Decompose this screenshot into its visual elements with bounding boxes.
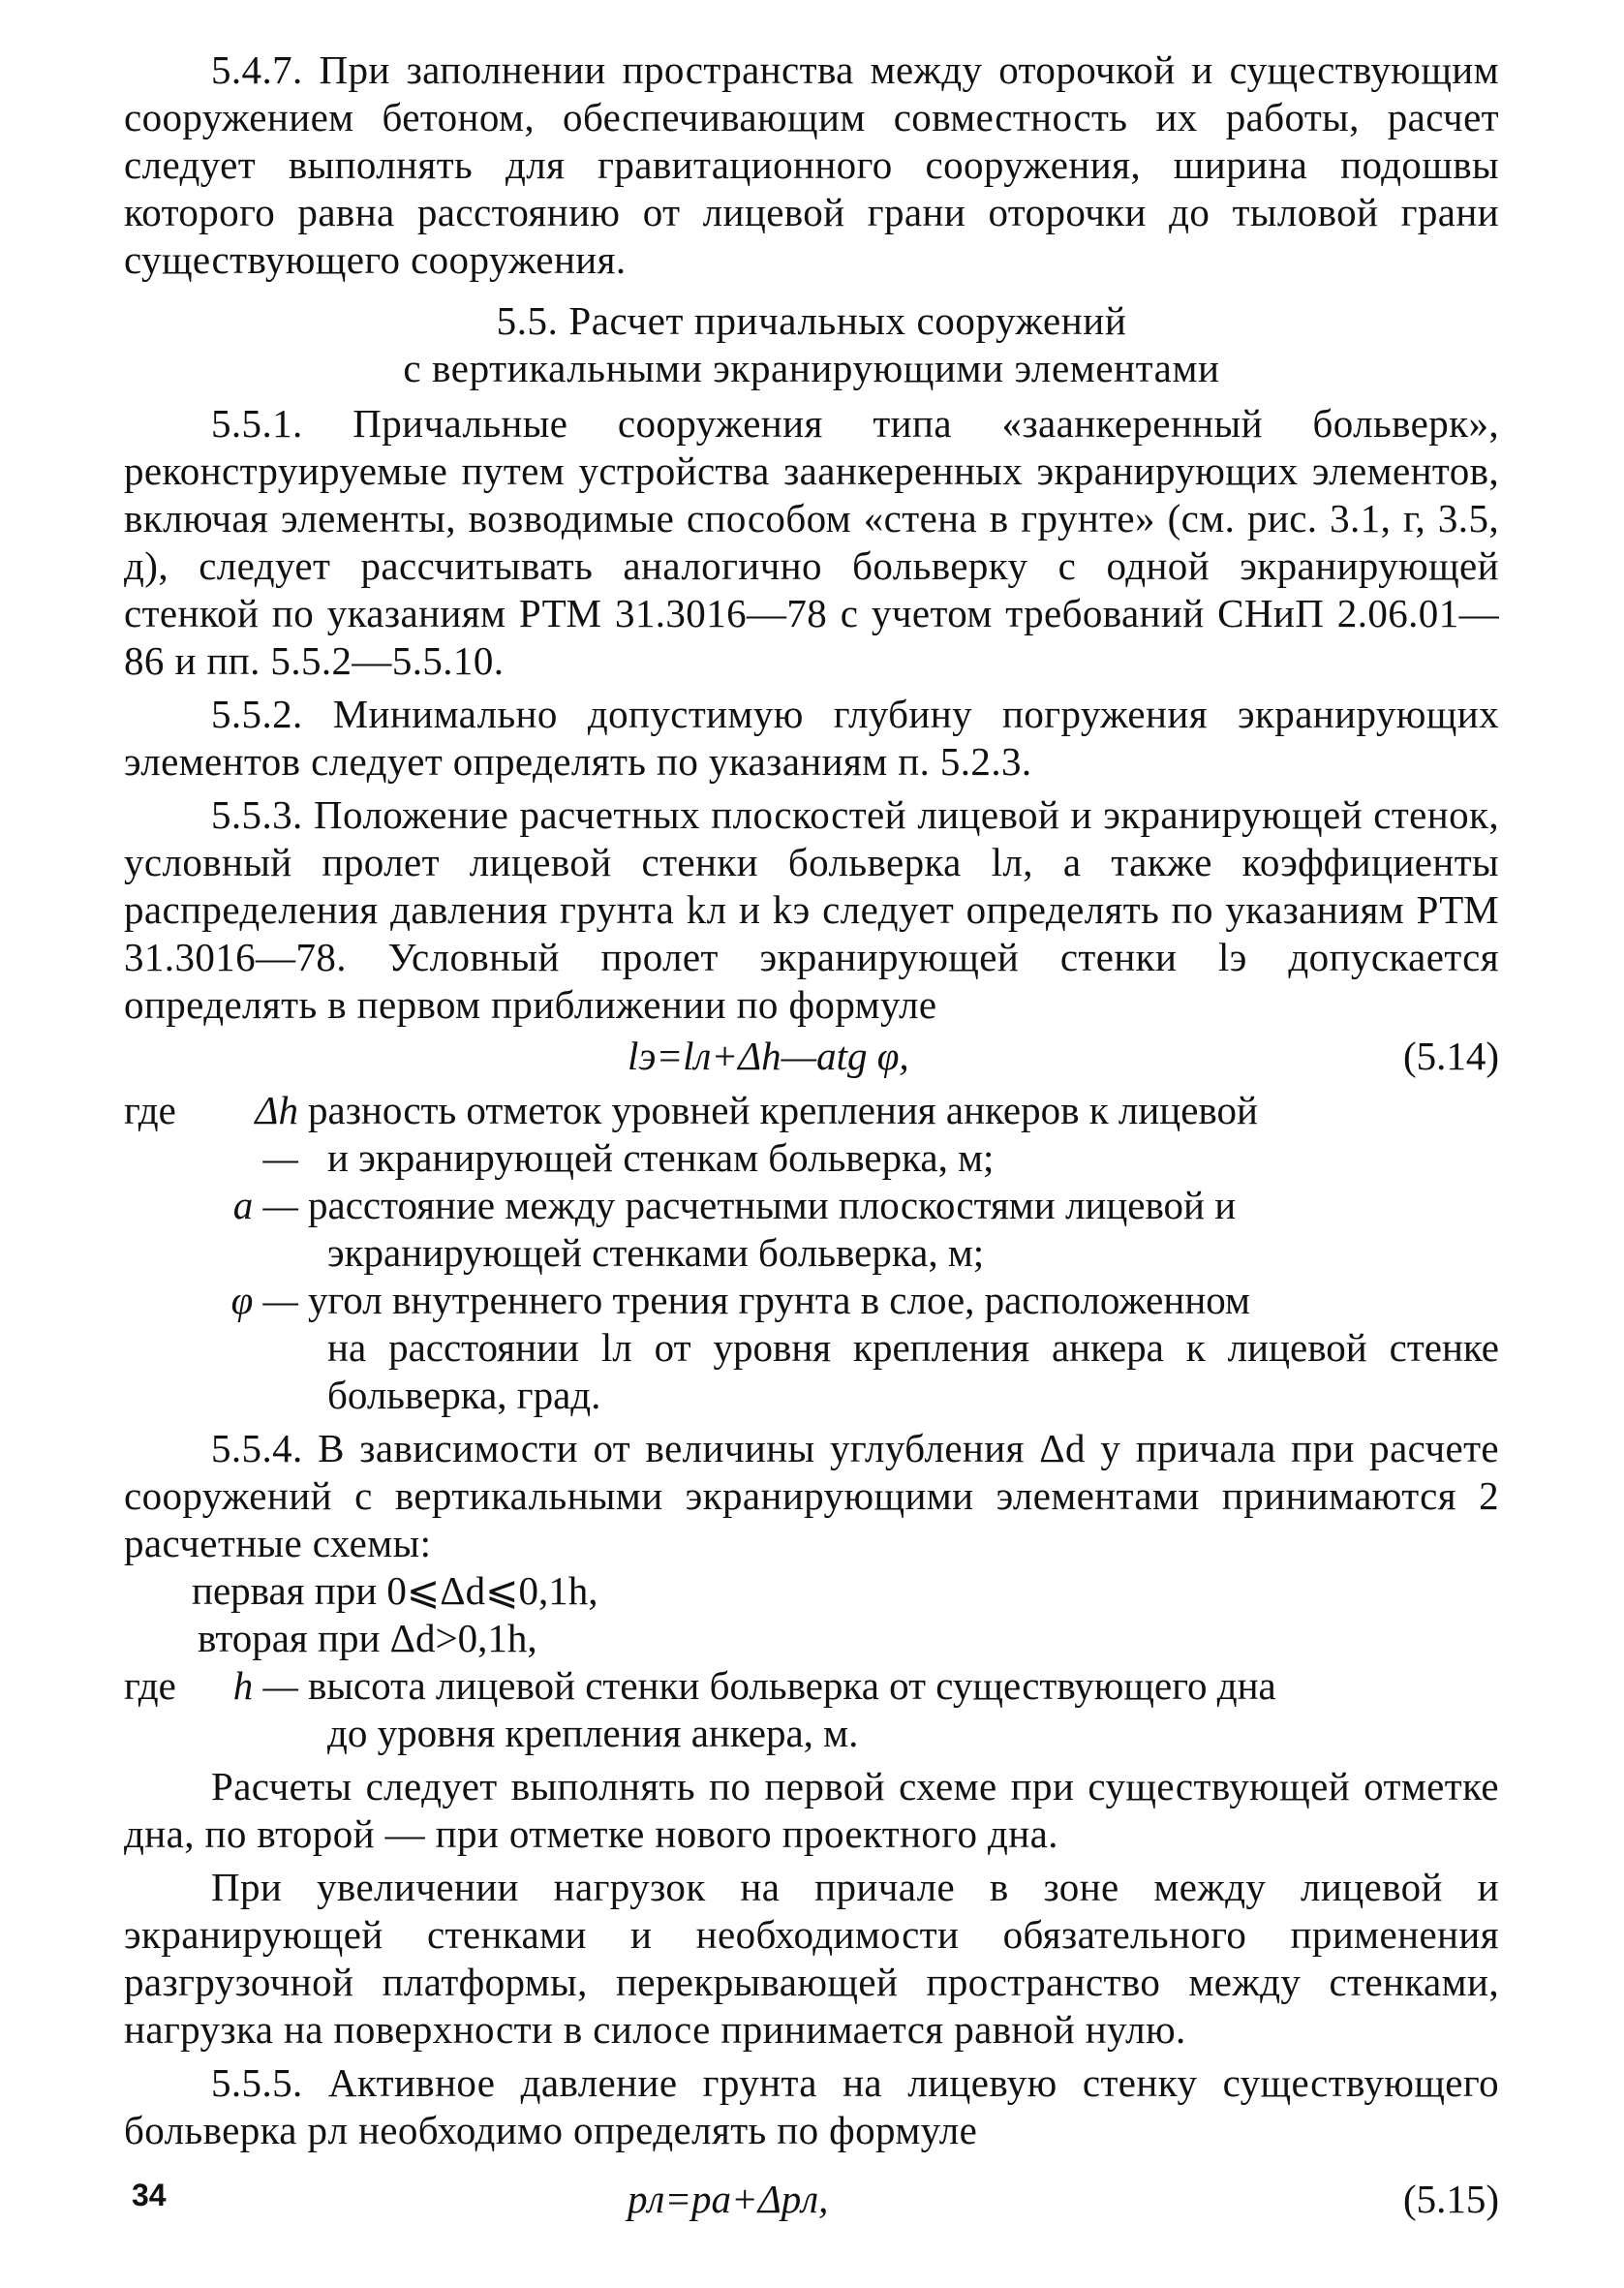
definition-text-line: угол внутреннего трения грунта в слое, расположенном [308,1278,1250,1322]
definition-text-cont: экранирующей стенками больверка, м; [327,1230,985,1275]
definition-text-line: разность отметок уровней крепления анкеров к лицевой [308,1088,1258,1132]
definitions-5-14 [124,1087,1499,1419]
definition-text [298,1182,1499,1277]
where-label: где [124,1088,176,1132]
formula-5-14-number: (5.14) [1402,1034,1499,1078]
formula-5-15-number: (5.15) [1402,2177,1499,2221]
section-heading [124,297,1499,392]
paragraph-calc-schemes: Расчеты следует выполнять по первой схеме при существующей отметке дна, по второй — при отметке нового проектного дна. [124,1764,1499,1856]
heading-line-2: с вертикальными экранирующими элементами [403,346,1220,390]
definition-text-cont: и экранирующей стенкам больверка, м; [327,1135,995,1180]
paragraph-5-4-7: 5.4.7. При заполнении пространства между оторочкой и существующим сооружением бетоном, обеспечивающим совместность их работы, расчет следует выполнять для гравитационного сооружения, ширина подошвы которого равна расстоянию от лицевой грани оторочки до тыловой грани существующего сооружения. [124,47,1499,282]
definition-text-line: высота лицевой стенки больверка от существующего дна [308,1663,1276,1708]
definition-symbol: φ — [230,1278,298,1322]
where-label: где [124,1663,176,1708]
definition-text-line: расстояние между расчетными плоскостями лицевой и [308,1183,1237,1227]
paragraph-5-5-3: 5.5.3. Положение расчетных плоскостей лицевой и экранирующей стенок, условный пролет лицевой стенки больверка lл, а также коэффициенты распределения давления грунта kл и kэ следует определять по указаниям РТМ 31.3016—78. Условный пролет экранирующей стенки lэ допускается определять в первом приближении по формуле [124,792,1499,1027]
paragraph-5-5-1: 5.5.1. Причальные сооружения типа «заанкеренный больверк», реконструируемые путем устройства заанкеренных экранирующих элементов, включая элементы, возводимые способом «стена в грунте» (см. рис. 3.1, г, 3.5, д), следует рассчитывать аналогично больверку с одной экранирующей стенкой по указаниям РТМ 31.3016—78 с учетом требований СНиП 2.06.01—86 и пп. 5.5.2—5.5.10. [124,401,1499,683]
definition-text-cont: до уровня крепления анкера, м. [327,1711,859,1755]
paragraph-5-5-2: 5.5.2. Минимально допустимую глубину погружения экранирующих элементов следует определять по указаниям п. 5.2.3. [124,692,1499,784]
formula-5-15 [124,2172,1499,2226]
definition-row [124,1182,1499,1277]
definition-symbol: Δh — [255,1088,298,1180]
scheme-second: вторая при Δd>0,1h, [198,1616,537,1660]
definition-text [298,1087,1499,1182]
formula-5-14 [124,1029,1499,1083]
paragraph-5-5-5: 5.5.5. Активное давление грунта на лицевую стенку существующего больверка pл необходимо определять по формуле [124,2060,1499,2152]
definition-row [124,1087,1499,1182]
document-page [124,46,1499,2226]
page-number: 34 [132,2178,167,2212]
heading-line-1: 5.5. Расчет причальных сооружений [496,298,1127,343]
paragraph-5-5-4: 5.5.4. В зависимости от величины углубления Δd у причала при расчете сооружений с вертикальными экранирующими элементами принимаются 2 расчетные схемы: [124,1426,1499,1565]
formula-5-14-expression: lэ=lл+Δh—atg φ, [628,1034,909,1078]
formula-5-15-expression: pл=pа+Δpл, [628,2177,829,2221]
scheme-first: первая при 0⩽Δd⩽0,1h, [192,1568,598,1613]
definition-text [298,1662,1499,1757]
definition-row-h [124,1662,1499,1757]
definition-row [124,1277,1499,1419]
definition-symbol: h — [232,1663,298,1708]
definition-text [298,1277,1499,1419]
definition-text-cont: на расстоянии lл от уровня крепления анкера к лицевой стенке больверка, град. [327,1325,1499,1417]
definition-symbol: a — [232,1183,298,1227]
paragraph-load: При увеличении нагрузок на причале в зоне между лицевой и экранирующей стенками и необходимости обязательного применения разгрузочной платформы, перекрывающей пространство между стенками, нагрузка на поверхности в силосе принимается равной нулю. [124,1865,1499,2052]
